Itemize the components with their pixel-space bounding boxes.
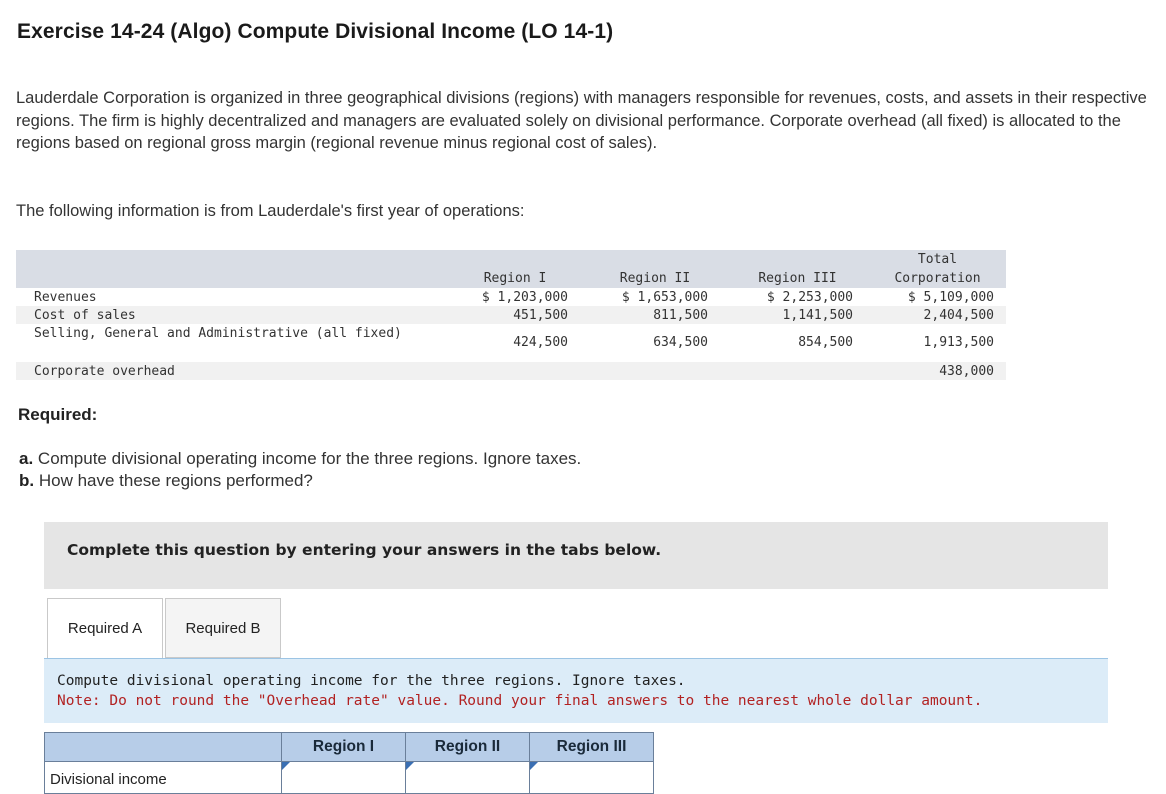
cell-region-1: 424,500 <box>513 335 568 350</box>
cell-total: 2,404,500 <box>923 308 994 323</box>
answer-cell-region-2 <box>406 762 530 794</box>
question-letter: a. <box>19 449 34 468</box>
header-total-line1: Total <box>917 252 958 267</box>
cell-region-3: 1,141,500 <box>782 308 853 323</box>
divisional-income-region-2-input[interactable] <box>406 765 529 791</box>
row-label: Cost of sales <box>34 308 136 323</box>
input-marker-icon <box>282 762 290 770</box>
table-row <box>16 324 1006 362</box>
header-total-line2: Corporation <box>894 271 981 286</box>
cell-total: 1,913,500 <box>923 335 994 350</box>
divisional-income-region-3-input[interactable] <box>530 765 653 791</box>
answer-row <box>45 762 654 794</box>
question-list <box>19 448 581 492</box>
answer-cell-region-1 <box>282 762 406 794</box>
answer-header-region-1: Region I <box>282 733 406 762</box>
question-item <box>19 470 581 492</box>
cell-region-3: 854,500 <box>798 335 853 350</box>
question-text: How have these regions performed? <box>34 471 313 490</box>
input-marker-icon <box>530 762 538 770</box>
answer-header-row <box>45 733 654 762</box>
complete-instructions-box <box>44 522 1108 589</box>
header-region-1: Region I <box>483 271 547 286</box>
row-label: Selling, General and Administrative (all fixed) <box>34 326 402 341</box>
answer-table <box>44 732 654 794</box>
cell-region-2: 811,500 <box>653 308 708 323</box>
row-label: Revenues <box>34 290 97 305</box>
cell-region-1: 451,500 <box>513 308 568 323</box>
header-total <box>881 250 994 288</box>
instruction-text: Compute divisional operating income for the three regions. Ignore taxes. <box>57 673 686 689</box>
question-letter: b. <box>19 471 35 490</box>
required-heading: Required: <box>18 405 98 424</box>
header-region-2: Region II <box>619 271 691 286</box>
cell-total: $ 5,109,000 <box>907 290 994 305</box>
complete-instructions-text: Complete this question by entering your answers in the tabs below. <box>67 541 662 559</box>
cell-region-3: $ 2,253,000 <box>766 290 853 305</box>
cell-region-1: $ 1,203,000 <box>481 290 568 305</box>
question-text: Compute divisional operating income for the three regions. Ignore taxes. <box>33 449 582 468</box>
input-marker-icon <box>406 762 414 770</box>
header-region-3: Region III <box>758 271 837 286</box>
tab-required-a[interactable]: Required A <box>47 598 163 658</box>
row-label: Corporate overhead <box>34 364 175 379</box>
answer-header-region-2: Region II <box>406 733 530 762</box>
tab-instructions-panel <box>44 658 1108 723</box>
cell-total: 438,000 <box>939 364 994 379</box>
tab-required-b[interactable]: Required B <box>165 598 281 658</box>
intro-paragraph: Lauderdale Corporation is organized in three geographical divisions (regions) with managers responsible for revenues, costs, and assets in their respective regions. The firm is highly decentralized and managers are evaluated solely on divisional performance. Corporate overhead (all fixed) is allocated to the regions based on regional gross margin (regional revenue minus regional cost of sales). <box>16 89 1147 152</box>
answer-cell-region-3 <box>530 762 654 794</box>
given-data-header <box>16 250 1006 288</box>
question-item <box>19 448 581 470</box>
answer-header-blank <box>45 733 282 762</box>
instruction-note: Note: Do not round the "Overhead rate" value. Round your final answers to the nearest whole dollar amount. <box>57 693 983 709</box>
intro-subparagraph: The following information is from Lauderdale's first year of operations: <box>16 202 525 220</box>
table-row <box>16 288 1006 306</box>
cell-region-2: 634,500 <box>653 335 708 350</box>
page-title: Exercise 14-24 (Algo) Compute Divisional Income (LO 14-1) <box>17 20 614 43</box>
answer-row-label: Divisional income <box>45 762 282 794</box>
answer-header-region-3: Region III <box>530 733 654 762</box>
given-data-table <box>16 250 1006 380</box>
table-row <box>16 362 1006 380</box>
cell-region-2: $ 1,653,000 <box>621 290 708 305</box>
table-row <box>16 306 1006 324</box>
divisional-income-region-1-input[interactable] <box>282 765 405 791</box>
